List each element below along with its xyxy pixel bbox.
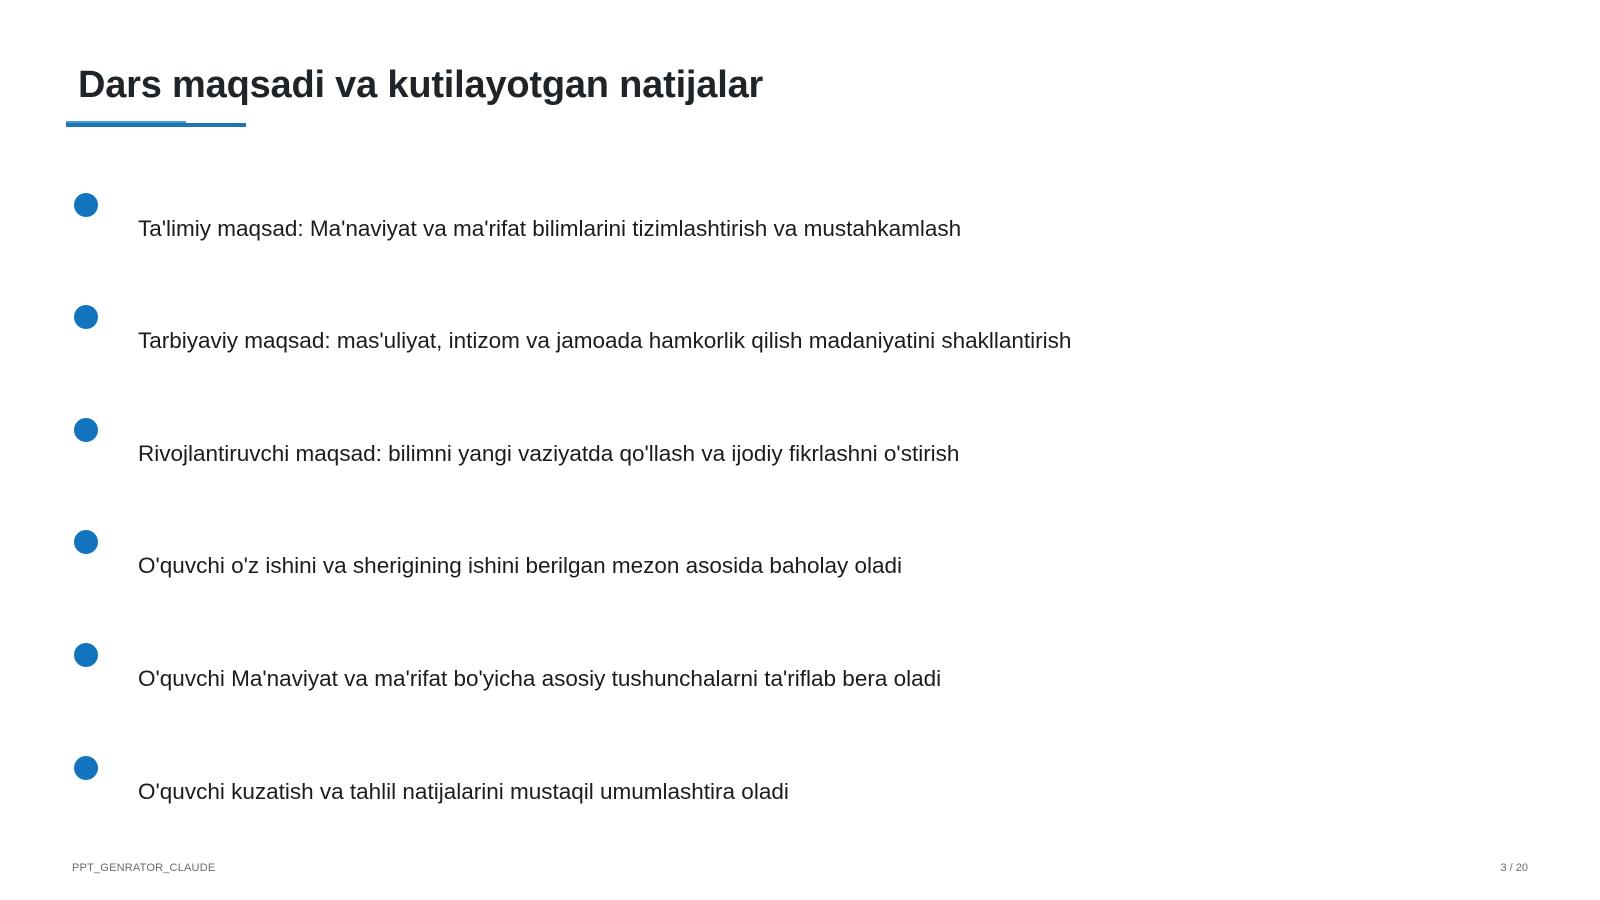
bullet-dot-icon	[74, 756, 98, 780]
bullet-item	[0, 756, 1600, 846]
slide-title: Dars maqsadi va kutilayotgan natijalar	[78, 64, 764, 106]
bullet-dot-icon	[74, 418, 98, 442]
bullet-item	[0, 418, 1600, 508]
bullet-item	[0, 530, 1600, 620]
page-number: 3 / 20	[1500, 862, 1528, 874]
bullet-item	[0, 643, 1600, 733]
bullet-text: Tarbiyaviy maqsad: mas'uliyat, intizom va jamoada hamkorlik qilish madaniyatini shakllantirish	[138, 328, 1072, 353]
bullet-text: O'quvchi kuzatish va tahlil natijalarini mustaqil umumlashtira oladi	[138, 779, 789, 804]
bullet-dot-icon	[74, 193, 98, 217]
bullet-text: Rivojlantiruvchi maqsad: bilimni yangi vaziyatda qo'llash va ijodiy fikrlashni o'stirish	[138, 441, 960, 466]
bullet-dot-icon	[74, 530, 98, 554]
bullet-dot-icon	[74, 643, 98, 667]
bullet-dot-icon	[74, 305, 98, 329]
bullet-text: Ta'limiy maqsad: Ma'naviyat va ma'rifat bilimlarini tizimlashtirish va mustahkamlash	[138, 216, 962, 241]
bullet-text: O'quvchi Ma'naviyat va ma'rifat bo'yicha asosiy tushunchalarni ta'riflab bera oladi	[138, 666, 942, 691]
bullet-text: O'quvchi o'z ishini va sherigining ishini berilgan mezon asosida baholay oladi	[138, 553, 903, 578]
bullet-item	[0, 193, 1600, 283]
footer-source: PPT_GENRATOR_CLAUDE	[72, 862, 216, 874]
bullet-item	[0, 305, 1600, 395]
